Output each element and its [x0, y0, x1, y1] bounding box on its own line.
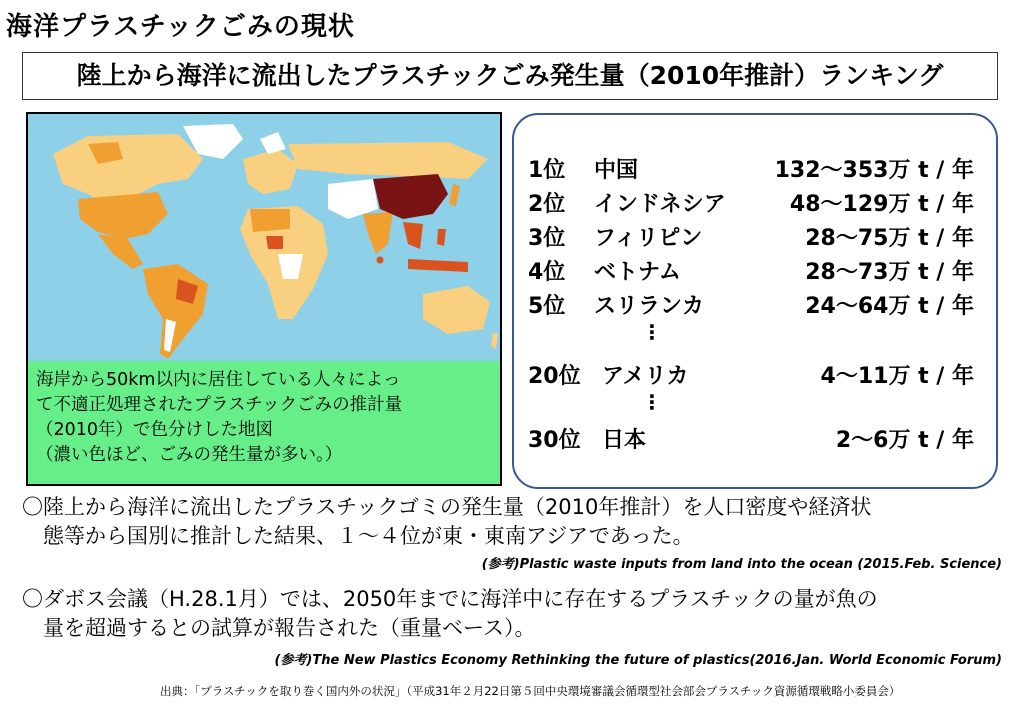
- rank-number: 3位: [528, 226, 566, 251]
- ranking-row: [514, 255, 996, 285]
- rank-country: 日本: [602, 428, 647, 453]
- ranking-row: [514, 289, 996, 319]
- map-caption-line: （2010年）で色分けした地図: [36, 420, 274, 440]
- world-map-graphic: [28, 114, 500, 364]
- rank-value: 28～73万 t / 年: [805, 260, 974, 285]
- rank-value: 2～6万 t / 年: [835, 428, 974, 453]
- rank-value: 28～75万 t / 年: [805, 226, 974, 251]
- rank-country: アメリカ: [602, 364, 689, 389]
- reference-label: (参考): [481, 557, 520, 572]
- ranking-row: [514, 221, 996, 251]
- rank-number: 20位: [528, 364, 581, 389]
- bullet-line: 〇陸上から海洋に流出したプラスチックゴミの発生量（2010年推計）を人口密度や経済状: [22, 495, 872, 519]
- reference-text: The New Plastics Economy Rethinking the future of plastics(2016.Jan. World Economic Forum): [312, 653, 1002, 668]
- source-citation: 出典：「プラスチックを取り巻く国内外の状況」（平成31年２月22日第５回中央環境審議会循環型社会部会プラスチック資源循環戦略小委員会）: [160, 684, 901, 698]
- bullet-text: [22, 493, 871, 551]
- ranking-ellipsis: ⋮: [642, 320, 662, 344]
- rank-country: ベトナム: [594, 260, 681, 285]
- map-caption-line: 海岸から50km以内に居住している人々によっ: [36, 370, 401, 390]
- map-caption-line: （濃い色ほど、ごみの発生量が多い。）: [36, 445, 343, 465]
- rank-value: 132～353万 t / 年: [774, 158, 974, 183]
- rank-country: フィリピン: [594, 226, 703, 251]
- page-title: 海洋プラスチックごみの現状: [6, 12, 355, 42]
- ranking-panel: [512, 113, 998, 489]
- map-caption-line: て不適正処理されたプラスチックごみの推計量: [36, 395, 403, 415]
- rank-value: 4～11万 t / 年: [820, 364, 974, 389]
- rank-number: 1位: [528, 158, 566, 183]
- ranking-row: [514, 153, 996, 183]
- bullet-line: 〇ダボス会議（H.28.1月）では、2050年までに海洋中に存在するプラスチックの量が魚の: [22, 587, 878, 611]
- reference-note: [482, 553, 1002, 572]
- rank-country: スリランカ: [594, 294, 705, 319]
- rank-number: 4位: [528, 260, 566, 285]
- rank-value: 24～64万 t / 年: [805, 294, 974, 319]
- world-map: [26, 112, 502, 486]
- ranking-ellipsis: ⋮: [642, 390, 662, 414]
- bullet-line: 態等から国別に推計した結果、１～４位が東・東南アジアであった。: [22, 524, 694, 548]
- ranking-row: [514, 359, 996, 389]
- rank-country: 中国: [594, 158, 639, 183]
- ranking-row: [514, 423, 996, 453]
- rank-number: 30位: [528, 428, 581, 453]
- ranking-subtitle: 陸上から海洋に流出したプラスチックごみ発生量（2010年推計）ランキング: [22, 52, 998, 100]
- map-caption: [28, 361, 500, 484]
- rank-value: 48～129万 t / 年: [789, 192, 974, 217]
- ranking-row: [514, 187, 996, 217]
- reference-text: Plastic waste inputs from land into the ocean (2015.Feb. Science): [519, 557, 1002, 572]
- bullet-text: [22, 585, 878, 643]
- rank-number: 2位: [528, 192, 566, 217]
- rank-country: インドネシア: [594, 192, 726, 217]
- reference-note: [274, 649, 1002, 668]
- reference-label: (参考): [274, 653, 313, 668]
- rank-number: 5位: [528, 294, 566, 319]
- bullet-line: 量を超過するとの試算が報告された（重量ベース）。: [22, 616, 536, 640]
